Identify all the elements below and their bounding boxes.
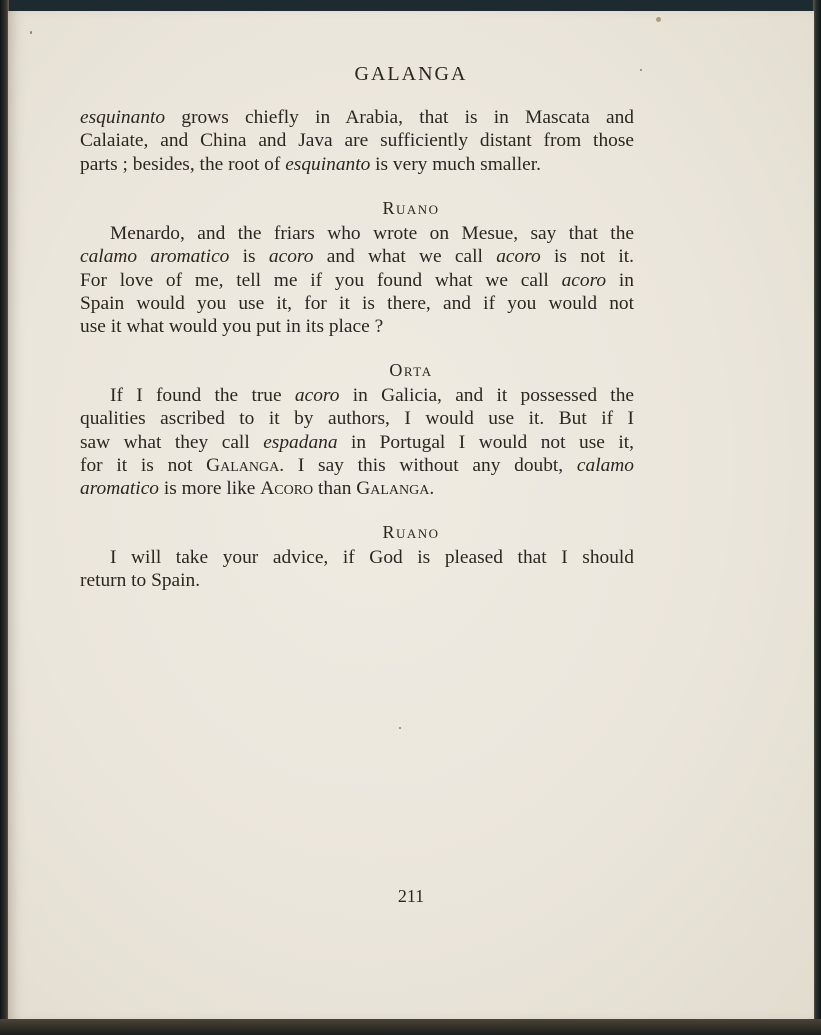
paragraph-4 xyxy=(80,546,634,593)
italic-term: acoro xyxy=(268,246,314,268)
line-text: If I found the true xyxy=(110,385,295,406)
paragraph-2-line-3 xyxy=(80,269,634,292)
paragraph-2 xyxy=(80,222,634,338)
speaker-heading-ruano: Ruano xyxy=(382,198,440,218)
paper-speck xyxy=(30,31,32,34)
book-fore-edge xyxy=(813,0,821,1035)
speaker-heading-ruano: Ruano xyxy=(382,522,440,542)
small-caps-term: Galanga xyxy=(206,454,280,476)
line-text: is xyxy=(229,246,269,268)
italic-term: esquinanto xyxy=(285,153,371,175)
line-text: . I say this without any doubt, xyxy=(279,454,577,476)
italic-term: espadana xyxy=(263,431,338,453)
line-text: in Galicia, and it possessed the xyxy=(339,385,635,406)
line-text: grows chiefly in Arabia, that is in Mascata and xyxy=(165,107,634,128)
italic-term: acoro xyxy=(294,385,340,406)
page-paper xyxy=(8,11,814,1019)
line-text: saw what they call xyxy=(80,431,264,453)
paragraph-3-line-3 xyxy=(80,431,634,454)
line-text: in Portugal I would not use it, xyxy=(337,431,634,453)
line-text: in xyxy=(606,269,634,291)
paragraph-2-line-4: Spain would you use it, for it is there, and if you would not xyxy=(80,292,634,314)
line-text: is very much smaller. xyxy=(370,153,542,175)
paragraph-1 xyxy=(80,106,634,176)
speaker-heading-orta: Orta xyxy=(389,360,433,380)
italic-term: esquinanto xyxy=(80,107,166,128)
italic-term: aromatico xyxy=(80,478,159,500)
paragraph-4-line-2: return to Spain. xyxy=(80,570,201,592)
paper-speck xyxy=(399,727,401,729)
line-text: is not it. xyxy=(540,246,634,268)
paragraph-3-line-1 xyxy=(80,384,634,407)
page-number: 211 xyxy=(397,886,425,906)
paper-speck xyxy=(656,17,661,22)
paragraph-2-line-2 xyxy=(80,245,634,268)
paragraph-1-line-3 xyxy=(80,153,634,176)
line-text: for it is not xyxy=(80,454,207,476)
italic-term: acoro xyxy=(496,246,541,268)
italic-term: calamo xyxy=(576,454,634,476)
line-text: For love of me, tell me if you found what we call xyxy=(80,269,562,291)
line-text: parts ; besides, the root of xyxy=(80,153,286,175)
paragraph-2-line-5: use it what would you put in its place ? xyxy=(80,316,384,338)
paragraph-4-line-1: I will take your advice, if God is pleased that I should xyxy=(110,547,634,568)
small-caps-term: Galanga xyxy=(356,478,430,500)
paragraph-2-line-1: Menardo, and the friars who wrote on Mesue, say that the xyxy=(110,223,634,244)
italic-term: acoro xyxy=(561,269,607,291)
paragraph-3 xyxy=(80,384,634,500)
paragraph-1-line-1 xyxy=(80,106,634,129)
paragraph-3-line-4 xyxy=(80,454,634,477)
italic-term: calamo aromatico xyxy=(80,246,230,268)
line-text: is more like xyxy=(159,478,261,500)
line-text: . xyxy=(429,478,435,500)
small-caps-term: Acoro xyxy=(260,478,314,500)
line-text: and what we call xyxy=(313,246,497,268)
paragraph-1-line-2: Calaiate, and China and Java are sufficiently distant from those xyxy=(80,130,634,152)
book-bottom-edge xyxy=(0,1019,821,1035)
paragraph-3-line-2: qualities ascribed to it by authors, I would use it. But if I xyxy=(80,408,634,430)
running-head: GALANGA xyxy=(354,63,468,85)
paragraph-3-line-5 xyxy=(80,477,634,500)
line-text: than xyxy=(313,478,357,500)
